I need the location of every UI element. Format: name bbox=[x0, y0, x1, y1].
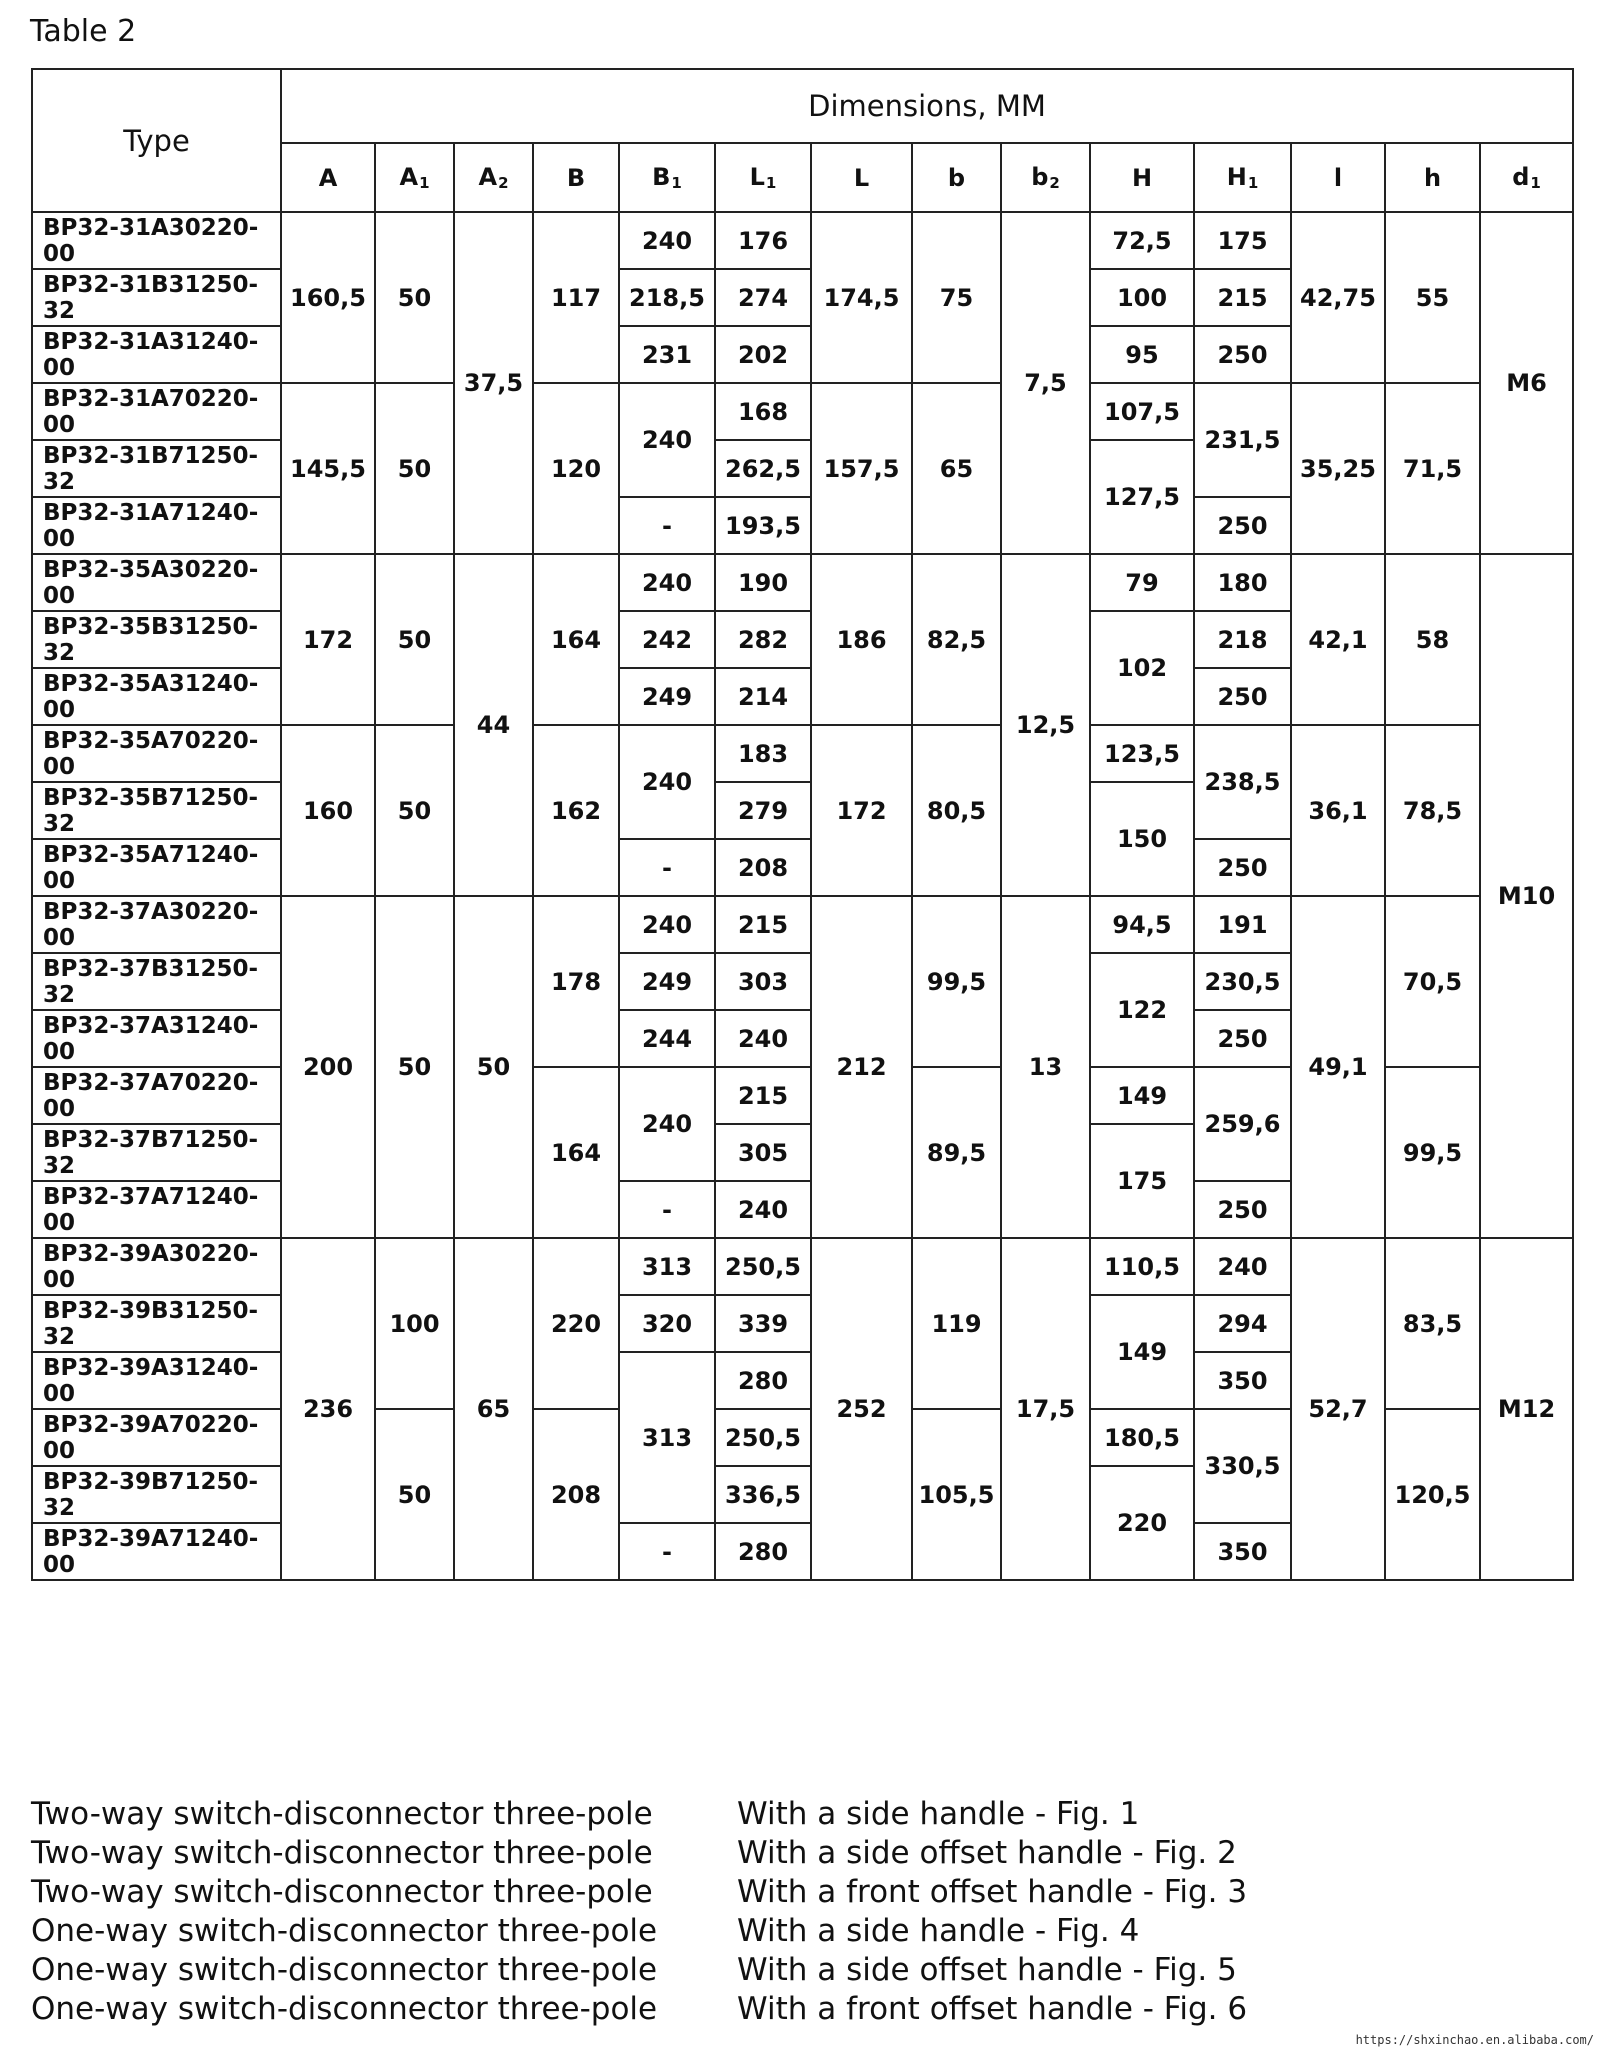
cell-l1: 305 bbox=[715, 1124, 811, 1181]
cell-a: 236 bbox=[281, 1238, 375, 1580]
type-cell: BP32-37B31250-32 bbox=[32, 953, 281, 1010]
type-cell: BP32-35B31250-32 bbox=[32, 611, 281, 668]
cell-h: 78,5 bbox=[1385, 725, 1480, 896]
column-header-symbol: L bbox=[853, 163, 870, 192]
type-cell: BP32-37A71240-00 bbox=[32, 1181, 281, 1238]
cell-b1: 249 bbox=[619, 953, 715, 1010]
cell-b1: 249 bbox=[619, 668, 715, 725]
cell-l1: 176 bbox=[715, 212, 811, 269]
note-handle-figure: With a front offset handle - Fig. 6 bbox=[737, 1991, 1248, 2027]
note-row bbox=[31, 1990, 1247, 2029]
cell-h1: 330,5 bbox=[1194, 1409, 1291, 1523]
cell-b: 178 bbox=[533, 896, 619, 1067]
cell-h1: 250 bbox=[1194, 326, 1291, 383]
cell-b1: 240 bbox=[619, 1067, 715, 1181]
cell-b2: 12,5 bbox=[1001, 554, 1090, 896]
cell-h1: 240 bbox=[1194, 1238, 1291, 1295]
column-header-subscript: 1 bbox=[765, 174, 777, 192]
cell-d1: M10 bbox=[1480, 554, 1573, 1238]
note-row bbox=[31, 1873, 1247, 1912]
cell-b: 105,5 bbox=[912, 1409, 1001, 1580]
cell-b: 220 bbox=[533, 1238, 619, 1409]
cell-l1: 250,5 bbox=[715, 1238, 811, 1295]
cell-b1: 240 bbox=[619, 725, 715, 839]
column-header-symbol: b bbox=[1031, 163, 1049, 191]
column-header-subscript: 2 bbox=[1049, 174, 1060, 192]
cell-h: 95 bbox=[1090, 326, 1194, 383]
type-cell: BP32-37A31240-00 bbox=[32, 1010, 281, 1067]
table-row bbox=[32, 554, 1573, 611]
cell-a2: 65 bbox=[454, 1238, 533, 1580]
cell-l: 49,1 bbox=[1291, 896, 1385, 1238]
cell-l1: 183 bbox=[715, 725, 811, 782]
type-cell: BP32-35A30220-00 bbox=[32, 554, 281, 611]
cell-h1: 238,5 bbox=[1194, 725, 1291, 839]
cell-h1: 250 bbox=[1194, 1181, 1291, 1238]
cell-b1: 313 bbox=[619, 1238, 715, 1295]
type-cell: BP32-39B71250-32 bbox=[32, 1466, 281, 1523]
column-header-symbol: h bbox=[1423, 163, 1442, 192]
cell-a: 160,5 bbox=[281, 212, 375, 383]
note-handle-figure: With a side handle - Fig. 1 bbox=[737, 1796, 1140, 1832]
cell-l1: 279 bbox=[715, 782, 811, 839]
column-header-l1 bbox=[715, 143, 811, 212]
cell-l: 42,75 bbox=[1291, 212, 1385, 383]
cell-l1: 208 bbox=[715, 839, 811, 896]
note-switch-type: Two-way switch-disconnector three-pole bbox=[31, 1835, 653, 1871]
note-switch-type: One-way switch-disconnector three-pole bbox=[31, 1913, 658, 1949]
dimensions-group-header: Dimensions, MM bbox=[281, 69, 1573, 143]
cell-l1: 339 bbox=[715, 1295, 811, 1352]
column-header-d1 bbox=[1480, 143, 1573, 212]
cell-l: 252 bbox=[811, 1238, 912, 1580]
type-cell: BP32-31B31250-32 bbox=[32, 269, 281, 326]
cell-b1: 240 bbox=[619, 212, 715, 269]
table-row bbox=[32, 1238, 1573, 1295]
cell-d1: M12 bbox=[1480, 1238, 1573, 1580]
cell-h1: 294 bbox=[1194, 1295, 1291, 1352]
column-header-h1 bbox=[1194, 143, 1291, 212]
column-header-symbol: d bbox=[1512, 163, 1530, 191]
cell-b: 164 bbox=[533, 554, 619, 725]
cell-b1: 240 bbox=[619, 383, 715, 497]
cell-b1: 320 bbox=[619, 1295, 715, 1352]
type-cell: BP32-35A70220-00 bbox=[32, 725, 281, 782]
cell-b1: - bbox=[619, 497, 715, 554]
cell-l: 35,25 bbox=[1291, 383, 1385, 554]
column-header-subscript: 2 bbox=[498, 174, 509, 192]
cell-h1: 175 bbox=[1194, 212, 1291, 269]
cell-l1: 202 bbox=[715, 326, 811, 383]
cell-h1: 250 bbox=[1194, 668, 1291, 725]
cell-a2: 37,5 bbox=[454, 212, 533, 554]
note-switch-type: One-way switch-disconnector three-pole bbox=[31, 1952, 658, 1988]
column-header-symbol: L bbox=[749, 163, 765, 191]
cell-l: 186 bbox=[811, 554, 912, 725]
cell-a1: 50 bbox=[375, 725, 454, 896]
notes-list bbox=[31, 1795, 1247, 2029]
cell-l1: 282 bbox=[715, 611, 811, 668]
cell-h: 55 bbox=[1385, 212, 1480, 383]
type-cell: BP32-31A70220-00 bbox=[32, 383, 281, 440]
column-header-l bbox=[1291, 143, 1385, 212]
column-header-symbol: A bbox=[318, 163, 338, 192]
cell-l: 42,1 bbox=[1291, 554, 1385, 725]
cell-h: 180,5 bbox=[1090, 1409, 1194, 1466]
cell-l1: 215 bbox=[715, 896, 811, 953]
cell-h1: 215 bbox=[1194, 269, 1291, 326]
cell-b1: 240 bbox=[619, 554, 715, 611]
cell-h1: 231,5 bbox=[1194, 383, 1291, 497]
cell-b1: - bbox=[619, 839, 715, 896]
table-row bbox=[32, 896, 1573, 953]
cell-l1: 262,5 bbox=[715, 440, 811, 497]
cell-h1: 350 bbox=[1194, 1352, 1291, 1409]
cell-l1: 190 bbox=[715, 554, 811, 611]
table-row bbox=[32, 212, 1573, 269]
cell-l1: 168 bbox=[715, 383, 811, 440]
cell-h: 175 bbox=[1090, 1124, 1194, 1238]
type-cell: BP32-37A70220-00 bbox=[32, 1067, 281, 1124]
note-handle-figure: With a side handle - Fig. 4 bbox=[737, 1913, 1140, 1949]
cell-a1: 50 bbox=[375, 554, 454, 725]
cell-a1: 50 bbox=[375, 212, 454, 383]
cell-b: 75 bbox=[912, 212, 1001, 383]
cell-h: 70,5 bbox=[1385, 896, 1480, 1067]
cell-b: 119 bbox=[912, 1238, 1001, 1409]
type-cell: BP32-39A31240-00 bbox=[32, 1352, 281, 1409]
cell-b: 162 bbox=[533, 725, 619, 896]
cell-h: 123,5 bbox=[1090, 725, 1194, 782]
column-header-subscript: 1 bbox=[671, 174, 682, 192]
note-switch-type: Two-way switch-disconnector three-pole bbox=[31, 1796, 653, 1832]
cell-l: 157,5 bbox=[811, 383, 912, 554]
type-cell: BP32-35A31240-00 bbox=[32, 668, 281, 725]
cell-b: 117 bbox=[533, 212, 619, 383]
note-handle-figure: With a front offset handle - Fig. 3 bbox=[737, 1874, 1248, 1910]
cell-h1: 218 bbox=[1194, 611, 1291, 668]
type-cell: BP32-31A71240-00 bbox=[32, 497, 281, 554]
cell-b1: 244 bbox=[619, 1010, 715, 1067]
cell-h: 150 bbox=[1090, 782, 1194, 896]
cell-b: 80,5 bbox=[912, 725, 1001, 896]
cell-l1: 240 bbox=[715, 1010, 811, 1067]
cell-l1: 250,5 bbox=[715, 1409, 811, 1466]
cell-b: 120 bbox=[533, 383, 619, 554]
note-handle-figure: With a side offset handle - Fig. 2 bbox=[737, 1835, 1237, 1871]
column-header-h bbox=[1385, 143, 1480, 212]
type-cell: BP32-39A71240-00 bbox=[32, 1523, 281, 1580]
column-header-a1 bbox=[375, 143, 454, 212]
column-header-subscript: 1 bbox=[1247, 174, 1259, 192]
note-row bbox=[31, 1951, 1247, 1990]
cell-l1: 280 bbox=[715, 1523, 811, 1580]
column-header-b2 bbox=[1001, 143, 1090, 212]
cell-b1: 231 bbox=[619, 326, 715, 383]
cell-h: 110,5 bbox=[1090, 1238, 1194, 1295]
cell-l: 36,1 bbox=[1291, 725, 1385, 896]
note-row bbox=[31, 1834, 1247, 1873]
type-cell: BP32-39A30220-00 bbox=[32, 1238, 281, 1295]
cell-l1: 214 bbox=[715, 668, 811, 725]
cell-l1: 274 bbox=[715, 269, 811, 326]
column-header-symbol: A bbox=[478, 163, 498, 191]
cell-b2: 7,5 bbox=[1001, 212, 1090, 554]
cell-l: 212 bbox=[811, 896, 912, 1238]
cell-h: 72,5 bbox=[1090, 212, 1194, 269]
cell-h: 127,5 bbox=[1090, 440, 1194, 554]
watermark-url: https://shxinchao.en.alibaba.com/ bbox=[1355, 2033, 1594, 2047]
cell-l: 174,5 bbox=[811, 212, 912, 383]
cell-h1: 180 bbox=[1194, 554, 1291, 611]
cell-b: 99,5 bbox=[912, 896, 1001, 1067]
cell-b2: 17,5 bbox=[1001, 1238, 1090, 1580]
cell-h: 94,5 bbox=[1090, 896, 1194, 953]
cell-h: 220 bbox=[1090, 1466, 1194, 1580]
cell-a1: 50 bbox=[375, 1409, 454, 1580]
cell-a2: 50 bbox=[454, 896, 533, 1238]
type-cell: BP32-31A30220-00 bbox=[32, 212, 281, 269]
cell-a1: 50 bbox=[375, 383, 454, 554]
type-cell: BP32-39A70220-00 bbox=[32, 1409, 281, 1466]
cell-h: 149 bbox=[1090, 1295, 1194, 1409]
cell-b2: 13 bbox=[1001, 896, 1090, 1238]
cell-b1: 218,5 bbox=[619, 269, 715, 326]
cell-l1: 193,5 bbox=[715, 497, 811, 554]
type-header: Type bbox=[32, 69, 281, 212]
type-cell: BP32-37A30220-00 bbox=[32, 896, 281, 953]
cell-h: 149 bbox=[1090, 1067, 1194, 1124]
cell-h1: 250 bbox=[1194, 497, 1291, 554]
cell-h: 122 bbox=[1090, 953, 1194, 1067]
column-header-symbol: A bbox=[399, 163, 419, 191]
cell-b: 164 bbox=[533, 1067, 619, 1238]
cell-h1: 250 bbox=[1194, 839, 1291, 896]
cell-l1: 215 bbox=[715, 1067, 811, 1124]
cell-l: 172 bbox=[811, 725, 912, 896]
column-header-symbol: B bbox=[652, 163, 671, 191]
cell-h: 102 bbox=[1090, 611, 1194, 725]
cell-h: 79 bbox=[1090, 554, 1194, 611]
cell-a2: 44 bbox=[454, 554, 533, 896]
note-handle-figure: With a side offset handle - Fig. 5 bbox=[737, 1952, 1237, 1988]
cell-b1: 242 bbox=[619, 611, 715, 668]
cell-h: 120,5 bbox=[1385, 1409, 1480, 1580]
cell-h: 100 bbox=[1090, 269, 1194, 326]
cell-h: 58 bbox=[1385, 554, 1480, 725]
cell-a: 200 bbox=[281, 896, 375, 1238]
cell-h: 71,5 bbox=[1385, 383, 1480, 554]
cell-h1: 191 bbox=[1194, 896, 1291, 953]
cell-h1: 350 bbox=[1194, 1523, 1291, 1580]
type-cell: BP32-31A31240-00 bbox=[32, 326, 281, 383]
cell-h1: 250 bbox=[1194, 1010, 1291, 1067]
cell-b: 208 bbox=[533, 1409, 619, 1580]
column-header-l bbox=[811, 143, 912, 212]
cell-l1: 240 bbox=[715, 1181, 811, 1238]
type-cell: BP32-39B31250-32 bbox=[32, 1295, 281, 1352]
cell-h1: 259,6 bbox=[1194, 1067, 1291, 1181]
cell-l: 52,7 bbox=[1291, 1238, 1385, 1580]
cell-l1: 280 bbox=[715, 1352, 811, 1409]
column-header-h bbox=[1090, 143, 1194, 212]
cell-d1: M6 bbox=[1480, 212, 1573, 554]
dimensions-table bbox=[31, 68, 1574, 1581]
column-header-a bbox=[281, 143, 375, 212]
cell-a1: 100 bbox=[375, 1238, 454, 1409]
cell-h: 99,5 bbox=[1385, 1067, 1480, 1238]
column-header-symbol: H bbox=[1131, 163, 1153, 192]
type-cell: BP32-35A71240-00 bbox=[32, 839, 281, 896]
note-switch-type: Two-way switch-disconnector three-pole bbox=[31, 1874, 653, 1910]
type-cell: BP32-37B71250-32 bbox=[32, 1124, 281, 1181]
cell-l1: 336,5 bbox=[715, 1466, 811, 1523]
cell-b1: - bbox=[619, 1181, 715, 1238]
cell-h1: 230,5 bbox=[1194, 953, 1291, 1010]
column-header-b1 bbox=[619, 143, 715, 212]
cell-a: 145,5 bbox=[281, 383, 375, 554]
column-header-subscript: 1 bbox=[419, 174, 430, 192]
column-header-symbol: B bbox=[566, 163, 586, 192]
column-header-a2 bbox=[454, 143, 533, 212]
cell-b1: 240 bbox=[619, 896, 715, 953]
note-row bbox=[31, 1795, 1247, 1834]
table-row bbox=[32, 725, 1573, 782]
column-header-subscript: 1 bbox=[1530, 174, 1541, 192]
cell-l1: 303 bbox=[715, 953, 811, 1010]
note-switch-type: One-way switch-disconnector three-pole bbox=[31, 1991, 658, 2027]
column-header-symbol: b bbox=[947, 163, 966, 192]
column-header-b bbox=[533, 143, 619, 212]
cell-h: 107,5 bbox=[1090, 383, 1194, 440]
column-header-symbol: H bbox=[1226, 163, 1247, 191]
cell-a1: 50 bbox=[375, 896, 454, 1238]
note-row bbox=[31, 1912, 1247, 1951]
cell-b: 65 bbox=[912, 383, 1001, 554]
column-header-symbol: l bbox=[1333, 163, 1343, 192]
type-cell: BP32-35B71250-32 bbox=[32, 782, 281, 839]
column-header-b bbox=[912, 143, 1001, 212]
cell-a: 172 bbox=[281, 554, 375, 725]
cell-b1: - bbox=[619, 1523, 715, 1580]
cell-b: 82,5 bbox=[912, 554, 1001, 725]
type-cell: BP32-31B71250-32 bbox=[32, 440, 281, 497]
cell-b1: 313 bbox=[619, 1352, 715, 1523]
cell-a: 160 bbox=[281, 725, 375, 896]
cell-h: 83,5 bbox=[1385, 1238, 1480, 1409]
table-caption: Table 2 bbox=[30, 14, 137, 49]
table-row bbox=[32, 383, 1573, 440]
cell-b: 89,5 bbox=[912, 1067, 1001, 1238]
